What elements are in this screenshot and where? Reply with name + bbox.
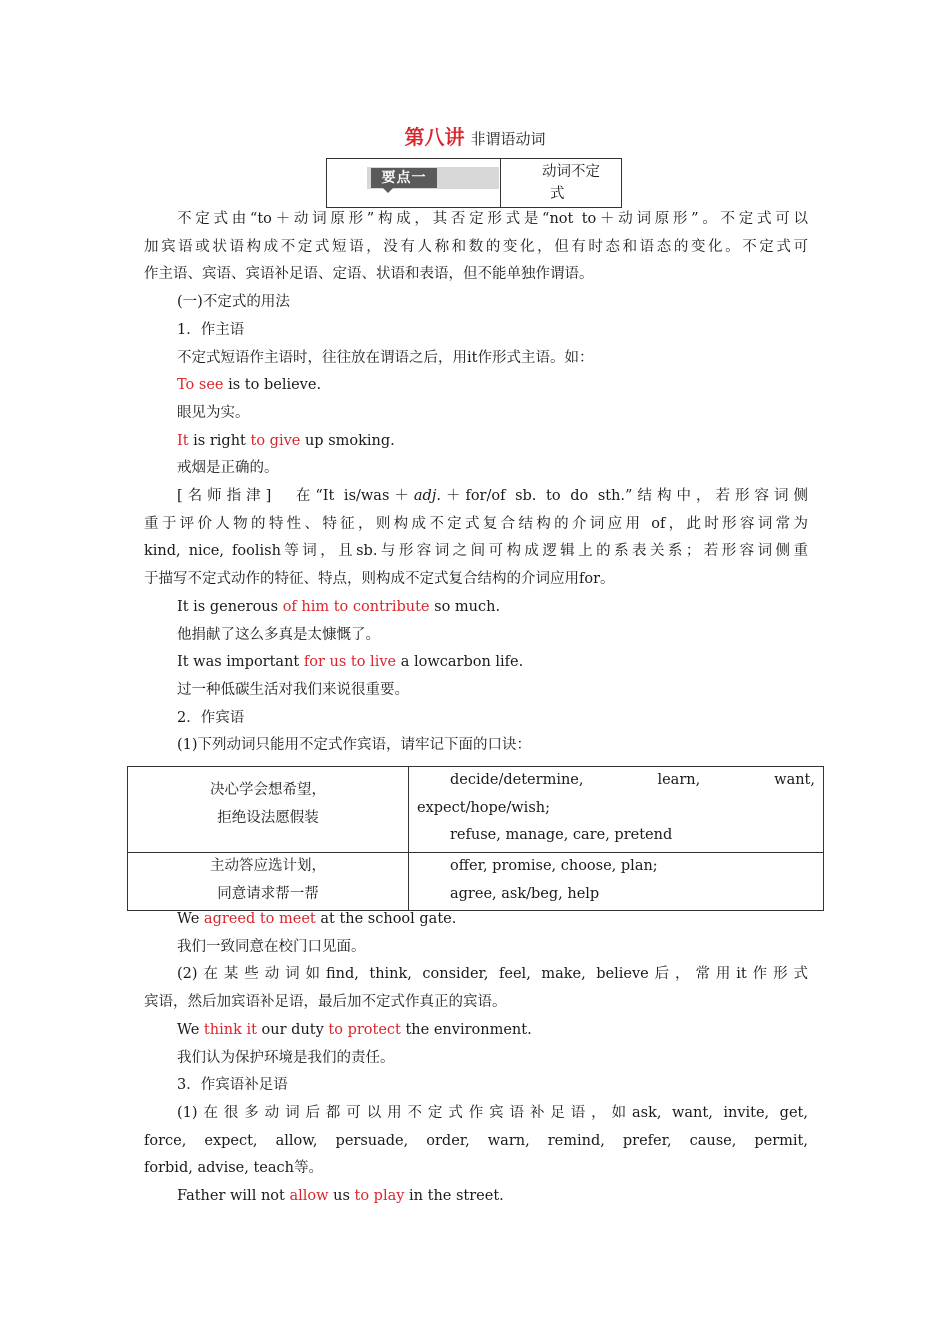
- example-sentence: [144, 649, 808, 677]
- text: adj.: [413, 488, 441, 505]
- text: so much.: [429, 598, 501, 615]
- text: [名师指津] 在“It is/was＋: [177, 488, 414, 505]
- verb-line: offer, promise, choose, plan;: [450, 858, 658, 875]
- highlight: of him to contribute: [282, 598, 430, 615]
- translation: 我们一致同意在校门口见面。: [177, 938, 366, 955]
- verb-line: expect/hope/wish;: [417, 799, 550, 816]
- main-content: [144, 206, 808, 760]
- text: It is generous: [177, 598, 283, 615]
- table-row: [128, 853, 824, 911]
- verb: want,: [774, 772, 815, 788]
- example-sentence: [144, 906, 808, 934]
- verb: decide/determine,: [450, 772, 584, 788]
- text: is right: [188, 432, 251, 449]
- example-sentence: [144, 594, 808, 622]
- subsection-heading: 1．作主语: [177, 321, 245, 338]
- highlight: to play: [354, 1188, 405, 1205]
- example-sentence: [144, 372, 808, 400]
- verb-line: agree, ask/beg, help: [450, 885, 600, 902]
- text: our duty: [256, 1021, 329, 1038]
- mnemonic-line: 拒绝设法愿假装: [217, 809, 319, 826]
- verb-line: refuse, manage, care, pretend: [450, 827, 673, 844]
- verb-mnemonic-table: [127, 766, 824, 911]
- text: in the street.: [404, 1188, 504, 1205]
- text: us: [328, 1188, 355, 1205]
- highlight: for us to live: [303, 654, 397, 671]
- text: ＋for/of sb. to do sth.”结构中，若形容词侧: [440, 488, 808, 505]
- verb-line: [417, 767, 815, 795]
- highlight: think it: [203, 1021, 257, 1038]
- teacher-tip: 于描写不定式动作的特征、特点，则构成不定式复合结构的介词应用for。: [144, 571, 615, 588]
- key-point-header: [326, 158, 622, 208]
- example-sentence: [144, 1183, 808, 1211]
- intro-line: 加宾语或状语构成不定式短语，没有人称和数的变化，但有时态和语态的变化。不定式可: [144, 238, 808, 255]
- mnemonic-cell: [128, 853, 409, 911]
- translation: 我们认为保护环境是我们的责任。: [177, 1049, 395, 1066]
- section-heading: (一)不定式的用法: [177, 294, 290, 311]
- subsection-heading: 3．作宾语补足语: [177, 1077, 288, 1094]
- topic-line-1: 动词不定: [542, 164, 600, 180]
- text: the environment.: [400, 1021, 532, 1038]
- verb-cell: [409, 767, 824, 853]
- highlight: It: [177, 432, 189, 449]
- topic-line-2: 式: [550, 186, 565, 202]
- lecture-title: [0, 124, 950, 153]
- mnemonic-line: 同意请求帮一帮: [217, 885, 319, 902]
- teacher-tip: 重于评价人物的特性、特征，则构成不定式复合结构的介词应用 of，此时形容词常为: [144, 515, 808, 532]
- table-row: [128, 767, 824, 853]
- text: Father will not: [177, 1188, 290, 1205]
- teacher-tip: [144, 483, 808, 511]
- header-divider: [500, 159, 501, 207]
- example-sentence: [144, 428, 808, 456]
- paragraph: 不定式短语作主语时，往往放在谓语之后，用it作形式主语。如：: [177, 349, 594, 366]
- paragraph: force, expect, allow, persuade, order, warn, remind, prefer, cause, permit,: [144, 1132, 808, 1149]
- highlight: agreed to meet: [203, 911, 316, 927]
- translation: 过一种低碳生活对我们来说很重要。: [177, 681, 409, 698]
- text: at the school gate.: [315, 911, 457, 927]
- lecture-number: 第八讲: [404, 125, 465, 149]
- lecture-subtitle: 非谓语动词: [470, 130, 546, 148]
- text: We: [177, 1021, 204, 1038]
- translation: 眼见为实。: [177, 404, 250, 421]
- highlight: to give: [250, 432, 301, 449]
- translation: 戒烟是正确的。: [177, 460, 279, 477]
- intro-line: 作主语、宾语、宾语补足语、定语、状语和表语，但不能单独作谓语。: [144, 266, 594, 283]
- paragraph: 宾语，然后加宾语补足语，最后加不定式作真正的宾语。: [144, 994, 507, 1011]
- subsection-heading: 2．作宾语: [177, 709, 245, 726]
- verb: learn,: [657, 772, 701, 788]
- example-sentence: [144, 1017, 808, 1045]
- text: It was important: [177, 654, 304, 671]
- main-content-continued: [144, 906, 808, 1211]
- mnemonic-line: 决心学会想希望，: [210, 782, 326, 798]
- mnemonic-line: 主动答应选计划，: [210, 858, 326, 875]
- key-point-badge: 要点一: [371, 168, 437, 188]
- highlight: To see: [177, 377, 224, 394]
- text: is to believe.: [223, 377, 322, 394]
- intro-line: 不定式由“to＋动词原形”构成，其否定形式是“not to＋动词原形”。不定式可以: [177, 211, 808, 227]
- paragraph: (2)在某些动词如find, think, consider, feel, make, believe后，常用it作形式: [177, 966, 808, 983]
- verb-cell: [409, 853, 824, 911]
- mnemonic-cell: [128, 767, 409, 853]
- highlight: to protect: [328, 1021, 401, 1038]
- text: up smoking.: [300, 432, 395, 449]
- text: We: [177, 911, 204, 927]
- paragraph: (1)下列动词只能用不定式作宾语，请牢记下面的口诀：: [177, 737, 532, 754]
- highlight: allow: [289, 1188, 329, 1205]
- translation: 他捐献了这么多真是太慷慨了。: [177, 626, 380, 643]
- badge-arrow-icon: [383, 188, 393, 193]
- teacher-tip: kind, nice, foolish等词，且sb.与形容词之间可构成逻辑上的系表关系；若形容词侧重: [144, 543, 808, 560]
- paragraph: (1)在很多动词后都可以用不定式作宾语补足语，如ask, want, invite, get,: [177, 1104, 808, 1121]
- paragraph: forbid, advise, teach等。: [144, 1160, 323, 1177]
- key-point-topic: [542, 161, 612, 205]
- text: a lowcarbon life.: [396, 654, 524, 671]
